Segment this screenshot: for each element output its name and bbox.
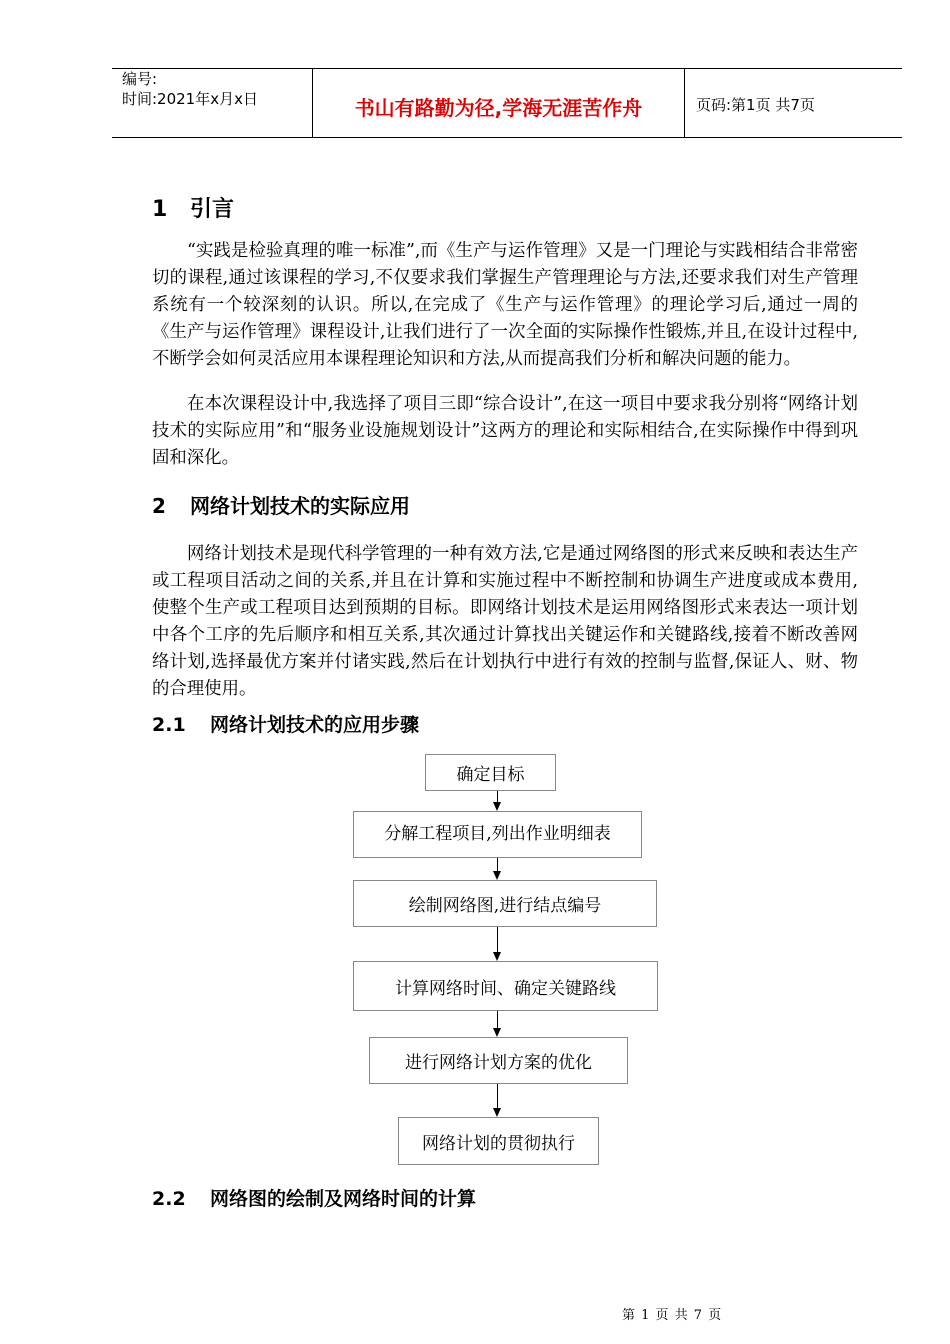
flow-arrow-icon: [493, 871, 501, 880]
flow-step-execute-plan: 网络计划的贯彻执行: [398, 1117, 599, 1165]
paragraph-intro-1: “实践是检验真理的唯一标准”,而《生产与运作管理》又是一门理论与实践相结合非常密切的课程,通过该课程的学习,不仅要求我们掌握生产管理理论与方法,还要求我们对生产管理系统有一个较深刻的认识。所以,在完成了《生产与运作管理》的理论学习后,通过一周的《生产与运作管理》课程设计,让我们进行了一次全面的实际操作性锻炼,并且,在设计过程中,不断学会如何灵活应用本课程理论知识和方法,从而提高我们分析和解决问题的能力。: [152, 241, 858, 369]
section-2-2-heading: 2.2 网络图的绘制及网络时间的计算: [152, 1188, 477, 1210]
section-2-1-heading: 2.1 网络计划技术的应用步骤: [152, 714, 420, 736]
section-1-heading: 1 引言: [152, 197, 235, 222]
flow-connector: [497, 1011, 498, 1028]
time-label: 时间:2021年x月x日: [122, 90, 258, 108]
section-2-heading: 2 网络计划技术的实际应用: [152, 494, 410, 518]
header-motto: 书山有路勤为径,学海无涯苦作舟: [313, 69, 685, 137]
header-meta: [112, 69, 313, 137]
flow-step-define-goal: 确定目标: [425, 754, 556, 791]
flow-connector: [497, 927, 498, 952]
paragraph-intro-2: 在本次课程设计中,我选择了项目三即“综合设计”,在这一项目中要求我分别将“网络计划技术的实际应用”和“服务业设施规划设计”这两方的理论和实际相结合,在实际操作中得到巩固和深化。: [152, 394, 858, 468]
header-page-number: 页码:第1页 共7页: [696, 95, 815, 114]
flow-step-draw-network: 绘制网络图,进行结点编号: [353, 880, 657, 927]
flow-arrow-icon: [493, 1108, 501, 1117]
page-header: [112, 68, 902, 138]
flow-connector: [497, 791, 498, 802]
flow-connector: [497, 1084, 498, 1108]
paragraph-network-planning: 网络计划技术是现代科学管理的一种有效方法,它是通过网络图的形式来反映和表达生产或工程项目活动之间的关系,并且在计算和实施过程中不断控制和协调生产进度或成本费用,使整个生产或工程项目达到预期的目标。即网络计划技术是运用网络图形式来表达一项计划中各个工序的先后顺序和相互关系,其次通过计算找出关键运作和关键路线,接着不断改善网络计划,选择最优方案并付诸实践,然后在计划执行中进行有效的控制与监督,保证人、财、物的合理使用。: [152, 544, 858, 699]
flow-arrow-icon: [493, 1028, 501, 1037]
flow-arrow-icon: [493, 952, 501, 961]
flow-connector: [497, 858, 498, 871]
flow-arrow-icon: [493, 802, 501, 811]
page-footer: 第 1 页 共 7 页: [622, 1308, 723, 1323]
flow-step-decompose-project: 分解工程项目,列出作业明细表: [353, 811, 642, 858]
number-label: 编号:: [122, 70, 158, 88]
flow-step-optimize-plan: 进行网络计划方案的优化: [369, 1037, 628, 1084]
flow-step-compute-critical-path: 计算网络时间、确定关键路线: [353, 961, 658, 1011]
